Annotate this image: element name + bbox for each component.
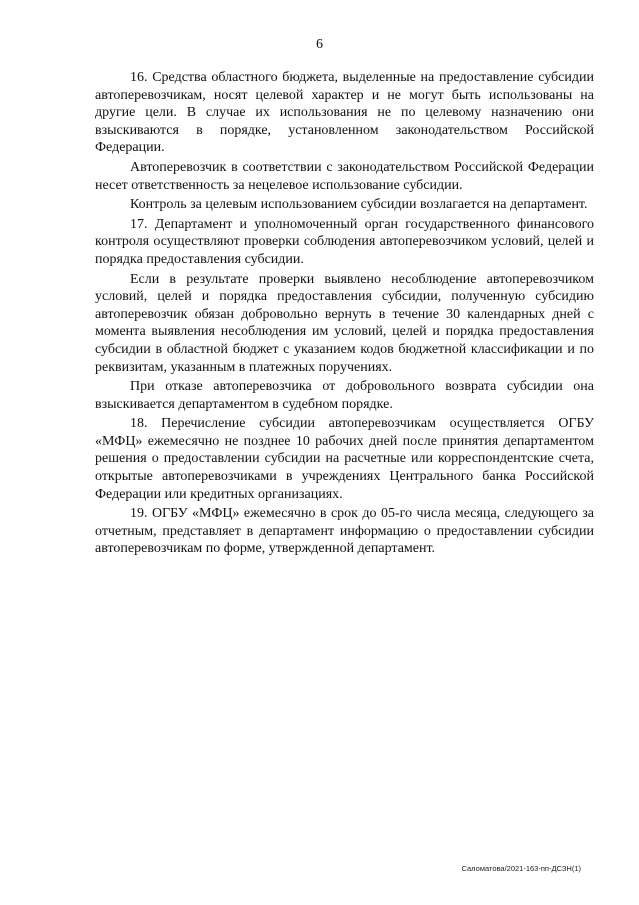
paragraph-17: 17. Департамент и уполномоченный орган государственного финансового контроля осуществляют проверки соблюдения автоперевозчиком условий, целей и порядка предоставления субсидии.: [95, 216, 594, 267]
paragraph-refusal: При отказе автоперевозчика от добровольного возврата субсидии она взыскивается департаментом в судебном порядке.: [95, 379, 594, 412]
document-body: [95, 69, 594, 560]
footer-document-code: Саломатова/2021-163-пп-ДСЗН(1): [461, 864, 581, 873]
paragraph-carrier-liability: Автоперевозчик в соответствии с законодательством Российской Федерации несет ответственность за нецелевое использование субсидии.: [95, 159, 594, 193]
paragraph-19: 19. ОГБУ «МФЦ» ежемесячно в срок до 05-го числа месяца, следующего за отчетным, представляет в департамент информацию о предоставлении субсидии автоперевозчикам по форме, утвержденной департамент.: [95, 506, 594, 557]
paragraph-control: Контроль за целевым использованием субсидии возлагается на департамент.: [130, 197, 588, 213]
paragraph-16: 16. Средства областного бюджета, выделенные на предоставление субсидии автоперевозчикам, носят целевой характер и не могут быть использованы на другие цели. В случае их использования не по целевому назначению они взыскиваются в порядке, установленном законодательством Российской Федерации.: [95, 70, 594, 156]
paragraph-18: 18. Перечисление субсидии автоперевозчикам осуществляется ОГБУ «МФЦ» ежемесячно не позднее 10 рабочих дней после принятия департаментом решения о предоставлении субсидии на расчетные или корреспондентские счета, открытые автоперевозчиками в учреждениях Центрального банка Российской Федерации или кредитных организациях.: [95, 416, 594, 502]
page-number: 6: [316, 37, 323, 52]
paragraph-violation-return: Если в результате проверки выявлено несоблюдение автоперевозчиком условий, целей и порядка предоставления субсидии, полученную субсидию автоперевозчик обязан добровольно вернуть в течение 30 календарных дней с момента выявления несоблюдения им условий, целей и порядка предоставления субсидии в областной бюджет с указанием кодов бюджетной классификации и по реквизитам, указанным в платежных поручениях.: [95, 271, 594, 375]
